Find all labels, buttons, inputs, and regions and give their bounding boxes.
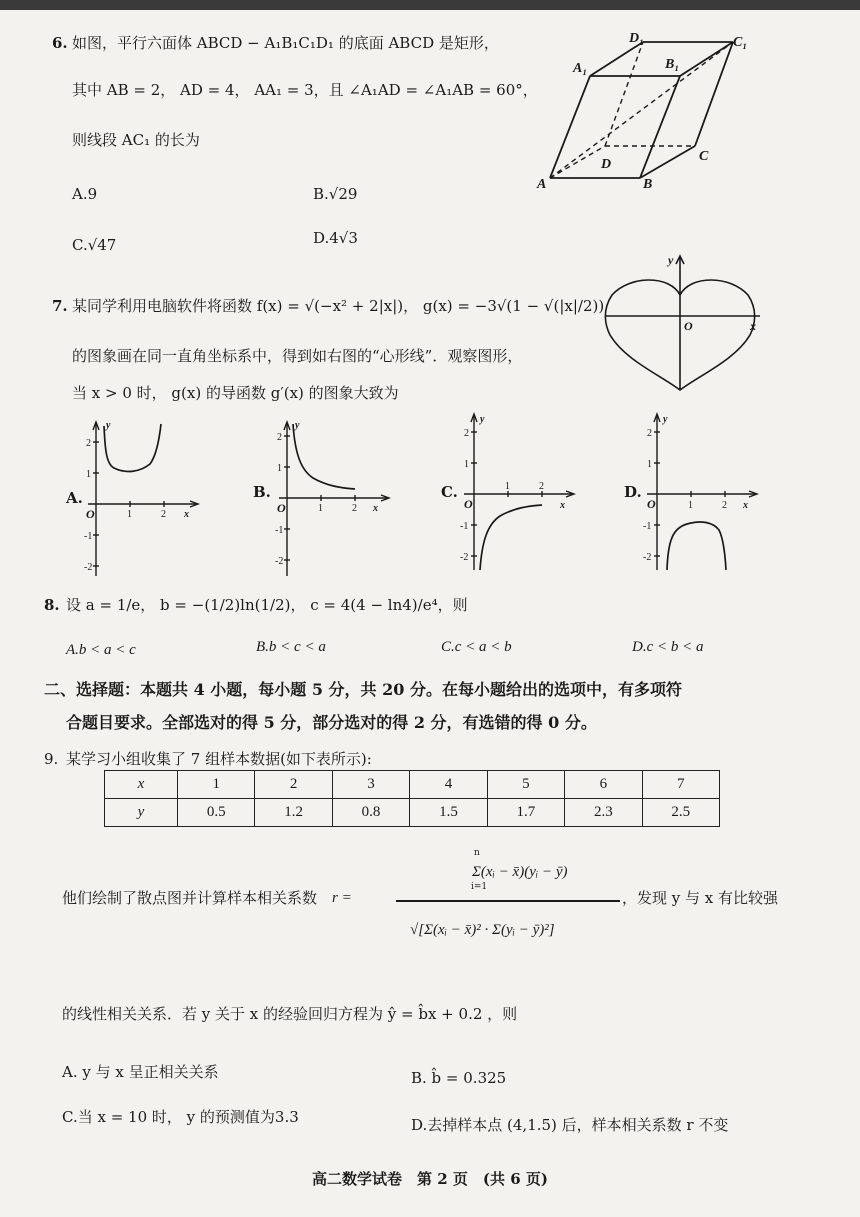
q9-formula-pre: 他们绘制了散点图并计算样本相关系数 [62, 889, 318, 907]
svg-text:1: 1 [505, 481, 510, 492]
scan-edge [0, 0, 860, 10]
table-header-x: x [105, 771, 178, 799]
table-cell: 7 [642, 771, 719, 799]
table-cell: 1 [178, 771, 255, 799]
svg-text:1: 1 [647, 459, 652, 470]
graph-option-c-label: C. [441, 483, 458, 501]
section2-line2: 合题目要求。全部选对的得 5 分，部分选对的得 2 分，有选错的得 0 分。 [66, 713, 597, 732]
q7-number: 7. [52, 297, 68, 315]
q6-option-c: C.√47 [72, 236, 117, 254]
q9-formula-post: ，发现 y 与 x 有比较强 [622, 889, 779, 907]
svg-text:1: 1 [464, 459, 469, 470]
svg-text:1: 1 [318, 503, 323, 514]
svg-text:1: 1 [688, 500, 693, 511]
svg-text:y: y [480, 414, 485, 425]
page-footer: 高二数学试卷 第 2 页 (共 6 页) [312, 1170, 548, 1188]
q9-stem: 某学习小组收集了 7 组样本数据(如下表所示): [66, 750, 372, 768]
q9-formula-lhs: r = [332, 890, 352, 906]
table-cell: 3 [332, 771, 409, 799]
svg-text:-2: -2 [275, 556, 284, 567]
label-c: C [699, 149, 709, 164]
svg-text:y: y [663, 414, 668, 425]
heart-y-label: y [668, 253, 674, 267]
parallelepiped-figure [535, 28, 765, 198]
heart-curve-figure [600, 250, 775, 395]
svg-text:2: 2 [464, 428, 469, 439]
svg-text:-2: -2 [643, 552, 652, 563]
q8-option-d: D.c < b < a [632, 639, 704, 655]
label-a1: A₁ [573, 61, 588, 76]
q9-number: 9. [44, 750, 59, 768]
q9-line2: 的线性相关关系．若 y 关于 x 的经验回归方程为 ŷ = b̂x + 0.2 ，则 [62, 1005, 518, 1023]
svg-text:x: x [743, 500, 748, 511]
svg-text:1: 1 [277, 463, 282, 474]
label-c1: C₁ [733, 35, 748, 50]
q9-numerator: Σ(xᵢ − x̄)(yᵢ − ȳ) [472, 864, 568, 880]
svg-text:-2: -2 [84, 562, 93, 573]
svg-text:O: O [277, 501, 286, 515]
q8-number: 8. [44, 596, 60, 614]
q6-option-b: B.√29 [313, 185, 358, 203]
q7-line3: 当 x > 0 时， g(x) 的导函数 g′(x) 的图象大致为 [72, 384, 399, 402]
svg-text:-1: -1 [84, 531, 93, 542]
svg-text:1: 1 [86, 469, 91, 480]
svg-text:y: y [106, 420, 111, 431]
table-cell: 4 [410, 771, 487, 799]
q6-line3: 则线段 AC₁ 的长为 [72, 131, 200, 149]
q9-option-a: A. y 与 x 呈正相关关系 [62, 1063, 219, 1081]
fraction-bar [396, 900, 620, 902]
svg-text:2: 2 [722, 500, 727, 511]
table-cell: 0.8 [332, 799, 409, 827]
graph-option-a-label: A. [66, 489, 83, 507]
svg-text:2: 2 [277, 432, 282, 443]
table-cell: 0.5 [178, 799, 255, 827]
q6-option-a: A.9 [72, 185, 98, 203]
q8-stem: 设 a = 1/e， b = −(1/2)ln(1/2)， c = 4(4 − ln4)/e⁴，则 [66, 596, 468, 614]
graph-option-c [460, 412, 580, 572]
svg-text:-1: -1 [643, 521, 652, 532]
svg-text:2: 2 [86, 438, 91, 449]
graph-option-b [275, 418, 395, 578]
label-d: D [601, 157, 612, 172]
q7-line1: 某同学利用电脑软件将函数 f(x) = √(−x² + 2|x|)， g(x) = −3√(1 − √(|x|/2)) [72, 297, 605, 315]
sum-top: n [474, 848, 480, 858]
q8-option-a: A.b < a < c [66, 642, 136, 658]
svg-text:1: 1 [127, 509, 132, 520]
table-cell: 1.7 [487, 799, 564, 827]
table-cell: 1.5 [410, 799, 487, 827]
table-cell: 2 [255, 771, 332, 799]
q9-option-b: B. b̂ = 0.325 [411, 1069, 507, 1087]
section2-line1: 二、选择题：本题共 4 小题，每小题 5 分，共 20 分。在每小题给出的选项中，有多项符 [44, 680, 682, 699]
svg-text:-1: -1 [460, 521, 469, 532]
table-cell: 2.5 [642, 799, 719, 827]
table-header-y: y [105, 799, 178, 827]
q6-line2: 其中 AB = 2， AD = 4， AA₁ = 3，且 ∠A₁AD = ∠A₁AB = 60°， [72, 81, 538, 99]
svg-text:-1: -1 [275, 525, 284, 536]
heart-origin-label: O [684, 319, 693, 333]
table-row-x [105, 771, 720, 799]
svg-text:2: 2 [161, 509, 166, 520]
svg-text:x: x [184, 509, 189, 520]
table-cell: 1.2 [255, 799, 332, 827]
svg-text:-2: -2 [460, 552, 469, 563]
svg-text:2: 2 [647, 428, 652, 439]
table-cell: 6 [565, 771, 642, 799]
graph-option-b-label: B. [253, 483, 271, 501]
q9-option-d: D.去掉样本点 (4,1.5) 后，样本相关系数 r 不变 [411, 1116, 729, 1134]
q7-line2: 的图象画在同一直角坐标系中，得到如右图的“心形线”．观察图形， [72, 347, 523, 365]
q6-line1: 如图，平行六面体 ABCD − A₁B₁C₁D₁ 的底面 ABCD 是矩形， [72, 34, 499, 52]
q9-denominator: √[Σ(xᵢ − x̄)² · Σ(yᵢ − ȳ)²] [410, 922, 555, 938]
q6-number: 6. [52, 34, 68, 52]
graph-option-d [643, 412, 763, 572]
svg-text:O: O [464, 497, 473, 511]
label-d1: D₁ [629, 31, 644, 46]
q9-option-c: C.当 x = 10 时， y 的预测值为3.3 [62, 1108, 299, 1126]
sample-data-table [104, 770, 720, 827]
svg-text:x: x [373, 503, 378, 514]
svg-text:2: 2 [539, 481, 544, 492]
q6-option-d: D.4√3 [313, 229, 358, 247]
table-row-y [105, 799, 720, 827]
label-b: B [643, 177, 653, 192]
graph-option-a [84, 418, 204, 578]
q8-option-c: C.c < a < b [441, 639, 512, 655]
table-cell: 5 [487, 771, 564, 799]
sum-bottom: i=1 [471, 882, 488, 892]
label-a: A [537, 177, 547, 192]
svg-text:O: O [647, 497, 656, 511]
svg-text:x: x [560, 500, 565, 511]
table-cell: 2.3 [565, 799, 642, 827]
svg-text:O: O [86, 507, 95, 521]
q8-option-b: B.b < c < a [256, 639, 326, 655]
label-b1: B₁ [665, 57, 680, 72]
heart-x-label: x [750, 319, 756, 333]
graph-option-d-label: D. [624, 483, 642, 501]
svg-text:2: 2 [352, 503, 357, 514]
svg-text:y: y [295, 420, 300, 431]
